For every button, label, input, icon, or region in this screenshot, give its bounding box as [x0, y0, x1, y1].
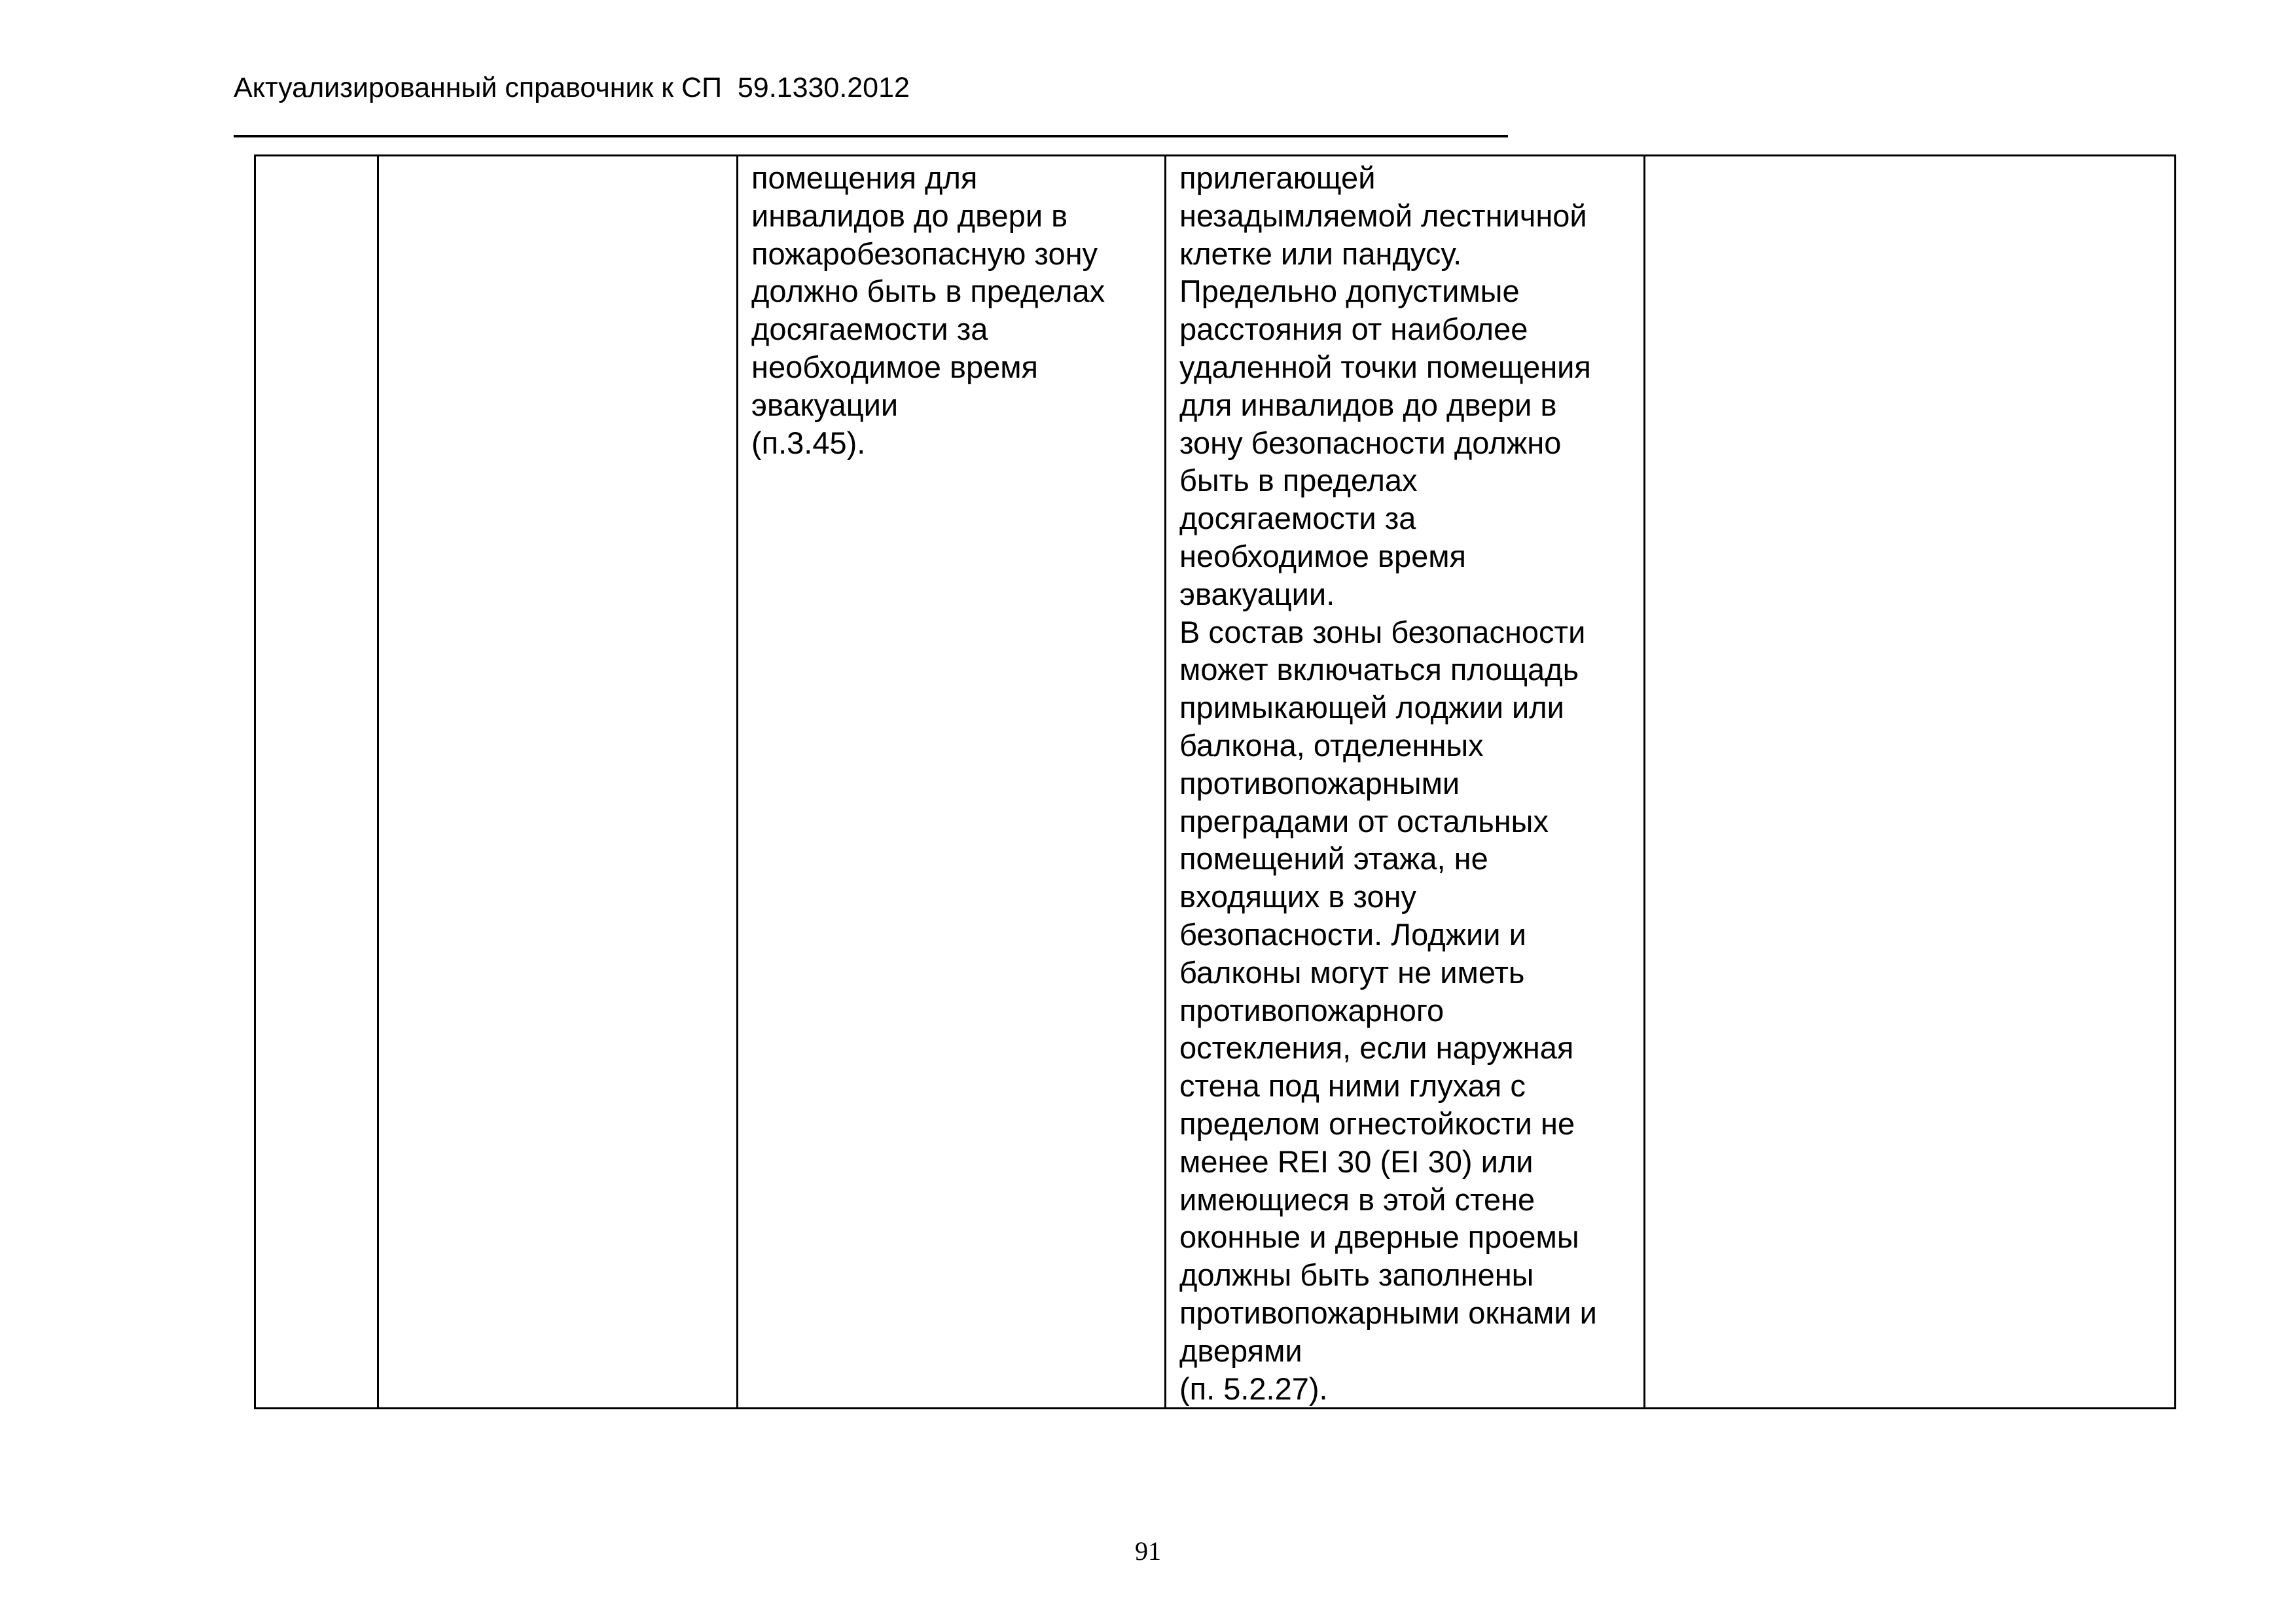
cell-text-line: быть в пределах	[1179, 463, 1418, 498]
cell-text-line: противопожарными	[1179, 765, 1460, 801]
cell-text-line: зону безопасности должно	[1179, 425, 1562, 460]
cell-text-line: досягаемости за	[751, 312, 988, 347]
cell-text-line: может включаться площадь	[1179, 652, 1579, 687]
cell-text-line: необходимое время	[751, 349, 1039, 384]
cell-text-line: инвалидов до двери в	[751, 198, 1068, 233]
cell-text-line: удаленной точки помещения	[1179, 349, 1591, 384]
spec-table	[254, 154, 2176, 1409]
cell-text-line: незадымляемой лестничной	[1179, 198, 1587, 233]
cell-text-line: необходимое время	[1179, 538, 1467, 573]
page-header-title: Актуализированный справочник к СП 59.1330.2012	[234, 72, 910, 103]
cell-text-line: эвакуации.	[1179, 576, 1335, 611]
table-row	[255, 156, 2176, 1409]
cell-text-line: Предельно допустимые	[1179, 274, 1520, 309]
cell-text-line: дверями	[1179, 1333, 1302, 1368]
cell-text-line: эвакуации	[751, 387, 899, 422]
page-number: 91	[1135, 1536, 1161, 1566]
cell-text-line: расстояния от наиболее	[1179, 312, 1528, 347]
cell-text-line: противопожарными окнами и	[1179, 1295, 1597, 1330]
cell-text-line: безопасности. Лоджии и	[1179, 916, 1526, 952]
cell-text-line: пределом огнестойкости не	[1179, 1106, 1575, 1141]
cell-text-line: помещения для	[751, 160, 978, 195]
cell-text-line: досягаемости за	[1179, 501, 1416, 536]
cell-text-line: клетке или пандусу.	[1179, 236, 1462, 271]
table-cell-col-3	[738, 156, 1166, 1409]
cell-text-line: балкона, отделенных	[1179, 727, 1484, 763]
header-divider	[234, 135, 1508, 137]
cell-text-line: менее REI 30 (EI 30) или	[1179, 1144, 1534, 1179]
cell-text-line: (п.3.45).	[751, 425, 866, 460]
cell-text-line: остекления, если наружная	[1179, 1030, 1574, 1066]
cell-text-line: имеющиеся в этой стене	[1179, 1182, 1535, 1217]
table-cell-col-1	[255, 156, 378, 1409]
cell-text-line: должны быть заполнены	[1179, 1257, 1534, 1293]
cell-text-line: стена под ними глухая с	[1179, 1068, 1526, 1104]
cell-text-line: В состав зоны безопасности	[1179, 614, 1586, 649]
cell-text-line: входящих в зону	[1179, 879, 1417, 914]
cell-text-line: оконные и дверные проемы	[1179, 1219, 1579, 1255]
cell-text-line: преградами от остальных	[1179, 803, 1549, 839]
cell-text-line: должно быть в пределах	[751, 274, 1105, 309]
cell-text-line: (п. 5.2.27).	[1179, 1371, 1328, 1406]
table-cell-col-2	[378, 156, 738, 1409]
cell-text-line: пожаробезопасную зону	[751, 236, 1098, 271]
cell-text-line: помещений этажа, не	[1179, 841, 1488, 876]
cell-text-line: прилегающей	[1179, 160, 1376, 195]
cell-text-line: балконы могут не иметь	[1179, 954, 1525, 990]
cell-text-line: примыкающей лоджии или	[1179, 690, 1564, 725]
cell-text-line: противопожарного	[1179, 992, 1444, 1028]
table-cell-col-4	[1166, 156, 1645, 1409]
cell-text-line: для инвалидов до двери в	[1179, 387, 1557, 422]
table-cell-col-5	[1645, 156, 2176, 1409]
